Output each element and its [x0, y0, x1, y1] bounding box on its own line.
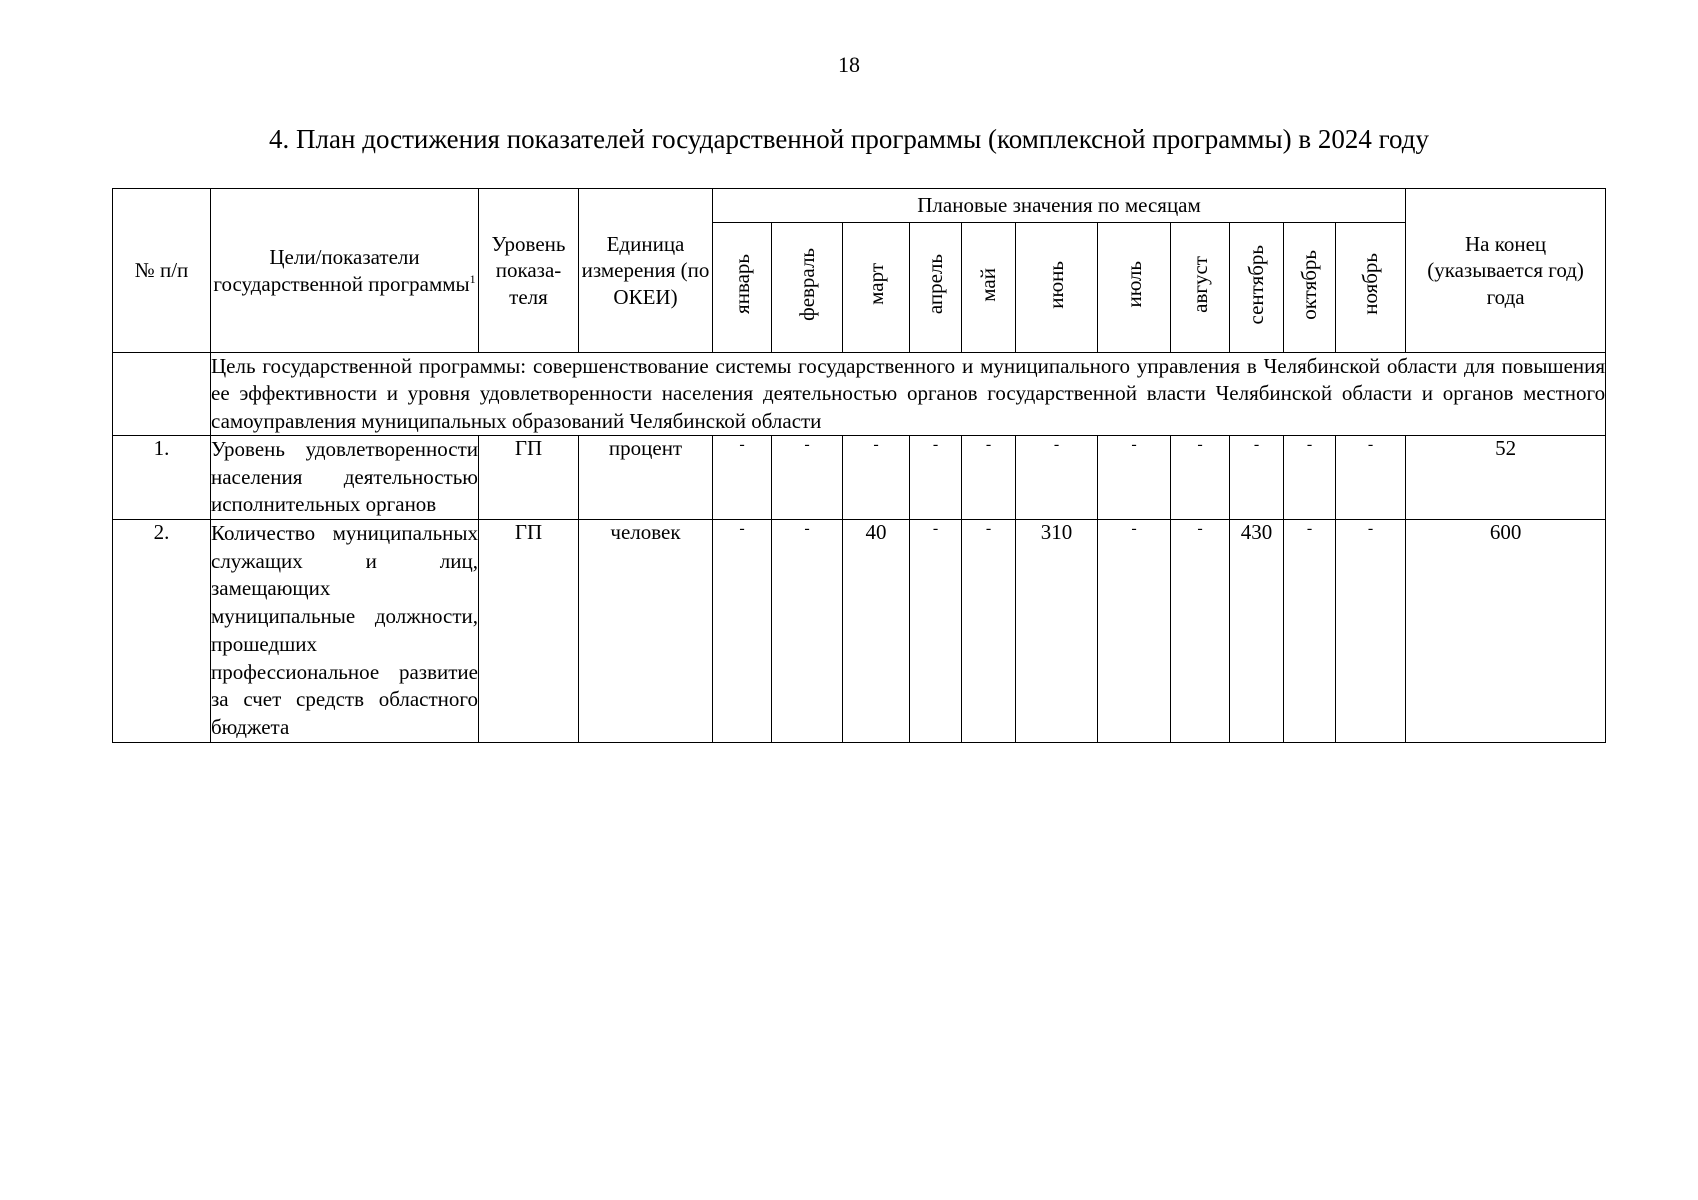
month-value: -	[910, 520, 962, 743]
indicator-unit: человек	[579, 520, 713, 743]
month-value: -	[1230, 435, 1284, 519]
month-value: -	[1284, 435, 1336, 519]
month-label: сентябрь	[1244, 244, 1269, 325]
month-value: 430	[1230, 520, 1284, 743]
plan-table	[112, 188, 1606, 743]
table-row	[113, 435, 1606, 519]
month-header-6	[1098, 223, 1171, 353]
goal-row	[113, 353, 1606, 436]
goal-text: Цель государственной программы: совершенствование системы государственного и муниципального управления в Челябинской области для повышения ее эффективности и уровня удовлетворенности населения деятельностью органов государственной власти Челябинской области и органов местного самоуправления муниципальных образований Челябинской области	[211, 353, 1606, 436]
indicator-level: ГП	[479, 520, 579, 743]
indicator-name: Уровень удовлетворенности населения деятельностью исполнительных органов	[211, 435, 479, 519]
month-value: -	[1336, 435, 1406, 519]
month-label: октябрь	[1297, 249, 1322, 320]
page-title: 4. План достижения показателей государственной программы (комплексной программы) в 2024 году	[269, 124, 1429, 154]
end-value: 52	[1406, 435, 1606, 519]
month-label: январь	[729, 254, 754, 315]
col-header-monthly-group: Плановые значения по месяцам	[713, 189, 1406, 223]
goal-row-num	[113, 353, 211, 436]
indicator-level: ГП	[479, 435, 579, 519]
month-value: -	[1098, 435, 1171, 519]
month-value: -	[1336, 520, 1406, 743]
footnote-marker: 1	[469, 271, 476, 286]
month-header-7	[1171, 223, 1230, 353]
month-value: -	[843, 435, 910, 519]
row-num: 2.	[113, 520, 211, 743]
row-num: 1.	[113, 435, 211, 519]
month-label: апрель	[923, 254, 948, 315]
month-label: май	[976, 267, 1001, 302]
month-value: -	[713, 520, 772, 743]
month-value: 310	[1016, 520, 1098, 743]
month-value: 40	[843, 520, 910, 743]
month-header-10	[1336, 223, 1406, 353]
month-header-3	[910, 223, 962, 353]
month-label: июль	[1121, 261, 1146, 308]
month-value: -	[1016, 435, 1098, 519]
month-label: ноябрь	[1358, 253, 1383, 316]
month-header-0	[713, 223, 772, 353]
month-value: -	[713, 435, 772, 519]
col-header-goals	[211, 189, 479, 353]
month-header-9	[1284, 223, 1336, 353]
indicator-unit: процент	[579, 435, 713, 519]
col-header-unit: Единица измерения (по ОКЕИ)	[579, 189, 713, 353]
month-value: -	[1171, 520, 1230, 743]
month-value: -	[962, 520, 1016, 743]
month-header-4	[962, 223, 1016, 353]
col-header-end: На конец (указывается год) года	[1406, 189, 1606, 353]
month-value: -	[910, 435, 962, 519]
month-value: -	[1284, 520, 1336, 743]
end-value: 600	[1406, 520, 1606, 743]
col-header-level: Уровень показа-теля	[479, 189, 579, 353]
month-value: -	[1098, 520, 1171, 743]
col-header-goals-label: Цели/показатели государственной программы	[213, 245, 470, 296]
month-label: март	[863, 263, 888, 306]
col-header-num: № п/п	[113, 189, 211, 353]
header-row-top	[113, 189, 1606, 223]
month-header-5	[1016, 223, 1098, 353]
month-value: -	[772, 435, 843, 519]
month-value: -	[962, 435, 1016, 519]
month-header-1	[772, 223, 843, 353]
table-row	[113, 520, 1606, 743]
month-value: -	[1171, 435, 1230, 519]
month-label: июнь	[1044, 260, 1069, 309]
month-header-8	[1230, 223, 1284, 353]
month-label: февраль	[794, 247, 819, 321]
month-label: август	[1187, 255, 1212, 313]
month-value: -	[772, 520, 843, 743]
month-header-2	[843, 223, 910, 353]
page-number: 18	[838, 52, 860, 77]
indicator-name: Количество муниципальных служащих и лиц, замещающих муниципальные должности, прошедших профессиональное развитие за счет средств областного бюджета	[211, 520, 479, 743]
